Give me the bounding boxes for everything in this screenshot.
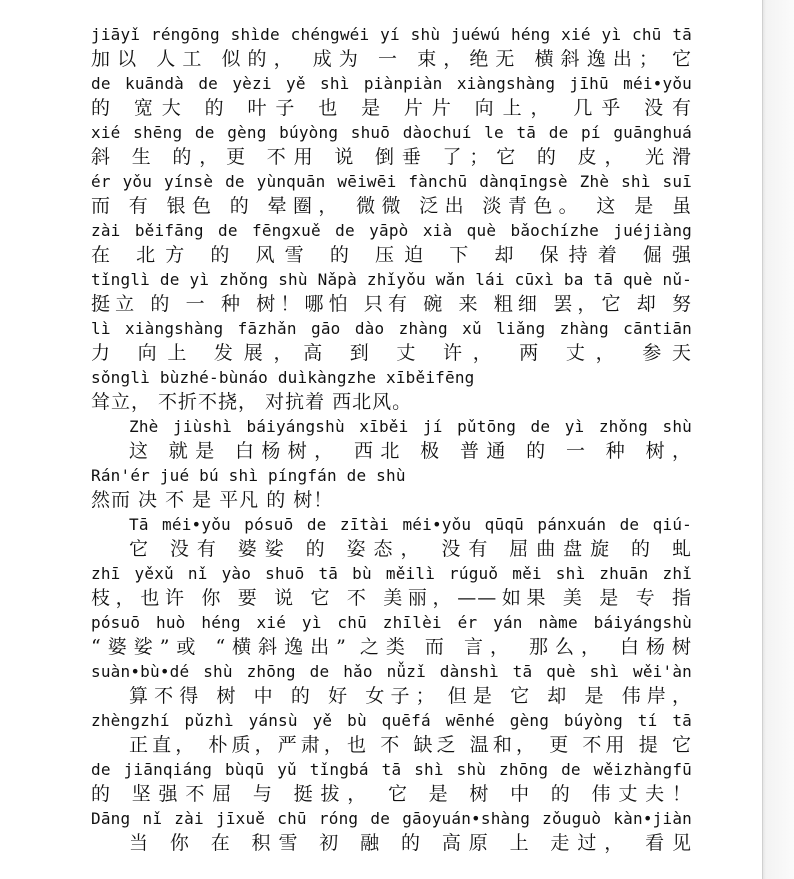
hanzi-line: 这 就是 白杨树， 西北 极 普通 的 一 种 树， <box>129 440 692 462</box>
hanzi-line: 的 坚强不屈 与 挺拔， 它 是 树 中 的 伟丈夫！ <box>91 783 692 805</box>
pinyin-line: pósuō huò héng xié yì chū zhīlèi ér yán nàme báiyángshù <box>91 613 692 632</box>
hanzi-line: 耸立， 不折不挠， 对抗着 西北风。 <box>91 391 413 413</box>
hanzi-line: “婆娑”或 “横斜逸出” 之类 而 言， 那么， 白杨树 <box>91 636 692 658</box>
pinyin-line: lì xiàngshàng fāzhǎn gāo dào zhàng xǔ liǎng zhàng cāntiān <box>91 319 692 338</box>
pinyin-line: de jiānqiáng bùqū yǔ tǐngbá tā shì shù zhōng de wěizhàngfū <box>91 760 692 779</box>
pinyin-line: xié shēng de gèng búyòng shuō dàochuí le tā de pí guānghuá <box>91 123 692 142</box>
hanzi-line: 在 北方 的 风雪 的 压迫 下 却 保持着 倔强 <box>91 244 692 266</box>
hanzi-line: 而 有 银色 的 晕圈， 微微 泛出 淡青色。 这 是 虽 <box>91 195 692 217</box>
pinyin-line: Rán'ér jué bú shì píngfán de shù <box>91 466 406 485</box>
hanzi-line: 当 你 在 积雪 初 融 的 高原 上 走过， 看见 <box>129 832 692 854</box>
hanzi-line: 挺立 的 一 种 树！哪怕 只有 碗 来 粗细 罢，它 却 努 <box>91 293 692 315</box>
hanzi-line: 正直， 朴质，严肃，也 不 缺乏 温和， 更 不用 提 它 <box>129 734 692 756</box>
page-edge-shadow <box>762 0 794 879</box>
pinyin-line: Dāng nǐ zài jīxuě chū róng de gāoyuán•shàng zǒuguò kàn•jiàn <box>91 809 692 828</box>
pinyin-line: Tā méi•yǒu pósuō de zītài méi•yǒu qūqū pánxuán de qiú- <box>129 515 692 534</box>
hanzi-line: 它 没有 婆娑 的 姿态， 没有 屈曲盘旋 的 虬 <box>129 538 692 560</box>
pinyin-line: sǒnglì bùzhé-bùnáo duìkàngzhe xīběifēng <box>91 368 475 387</box>
pinyin-reading-text <box>91 24 692 857</box>
hanzi-line: 然而 决 不 是 平凡 的 树！ <box>91 489 334 511</box>
pinyin-line: ér yǒu yínsè de yùnquān wēiwēi fànchū dànqīngsè Zhè shì suī <box>91 172 692 191</box>
pinyin-line: tǐnglì de yì zhǒng shù Nǎpà zhǐyǒu wǎn lái cūxì ba tā què nǔ- <box>91 270 692 289</box>
pinyin-line: zài běifāng de fēngxuě de yāpò xià què bǎochízhe juéjiàng <box>91 221 692 240</box>
pinyin-line: jiāyǐ réngōng shìde chéngwéi yí shù juéwú héng xié yì chū tā <box>91 25 692 44</box>
pinyin-line: Zhè jiùshì báiyángshù xīběi jí pǔtōng de yì zhǒng shù <box>129 417 692 436</box>
hanzi-line: 加以 人工 似的， 成为 一 束，绝无 横斜逸出； 它 <box>91 48 692 70</box>
hanzi-line: 斜 生 的，更 不用 说 倒垂 了；它 的 皮， 光滑 <box>91 146 692 168</box>
pinyin-line: de kuāndà de yèzi yě shì piànpiàn xiàngshàng jīhū méi•yǒu <box>91 74 692 93</box>
pinyin-line: zhèngzhí pǔzhì yánsù yě bù quēfá wēnhé gèng búyòng tí tā <box>91 711 692 730</box>
pinyin-line: zhī yěxǔ nǐ yào shuō tā bù měilì rúguǒ měi shì zhuān zhǐ <box>91 564 692 583</box>
hanzi-line: 的 宽大 的 叶子 也 是 片片 向上， 几乎 没有 <box>91 97 692 119</box>
hanzi-line: 力 向上 发展，高 到 丈 许， 两 丈， 参天 <box>91 342 692 364</box>
hanzi-line: 算不得 树 中 的 好 女子； 但是 它 却 是 伟岸， <box>129 685 692 707</box>
pinyin-line: suàn•bù•dé shù zhōng de hǎo nǚzǐ dànshì tā què shì wěi'àn <box>91 662 692 681</box>
hanzi-line: 枝，也许 你 要 说 它 不 美丽，——如果 美 是 专 指 <box>91 587 692 609</box>
